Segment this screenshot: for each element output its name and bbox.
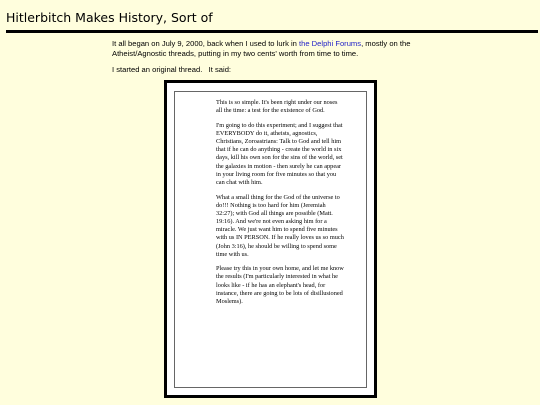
delphi-forums-link[interactable]: the Delphi Forums [299, 39, 362, 48]
intro-paragraph-1 [112, 39, 412, 59]
intro-text-before-link: It all began on July 9, 2000, back when I used to lurk in [112, 39, 300, 48]
quoted-post-inner-frame [174, 91, 367, 388]
quoted-post-text [216, 99, 344, 313]
quote-paragraph: This is so simple. It's been right under our noses all the time: a test for the existence of God. [216, 99, 338, 115]
title-divider [6, 30, 538, 33]
quote-paragraph: Please try this in your own home, and let me know the results (I'm particularly interested in what he looks like - if he has an elephant's head, for instance, there are going to be lots of disillusioned Moslems). [216, 265, 344, 305]
page-title: Hitlerbitch Makes History, Sort of [6, 10, 213, 25]
intro-text-after-link: , mostly on the Atheist/Agnostic threads, putting in my two cents' worth from time to time. [112, 39, 411, 59]
quote-paragraph: I'm going to do this experiment; and I suggest that EVERYBODY do it, atheists, agnostics, Christians, Zoroastrians: Talk to God and tell him that if he can do anything - create the world in six days, kill his own son for the sins of the world, set the galaxies in motion - then surely he can appear in your living room for five minutes so that you can chat with him. [216, 121, 343, 186]
quote-paragraph: What a small thing for the God of the universe to do!!! Nothing is too hard for him (Jeremiah 32:27); with God all things are possible (Matt. 19:16). And we're not even asking him for a miracle. We just want him to spend five minutes with us IN PERSON. If he really loves us so much (John 3:16), he should be willing to spend some time with us. [216, 193, 344, 258]
quoted-post-box [164, 80, 377, 398]
intro-section [112, 39, 412, 82]
intro-paragraph-2: I started an original thread. It said: [112, 65, 232, 75]
